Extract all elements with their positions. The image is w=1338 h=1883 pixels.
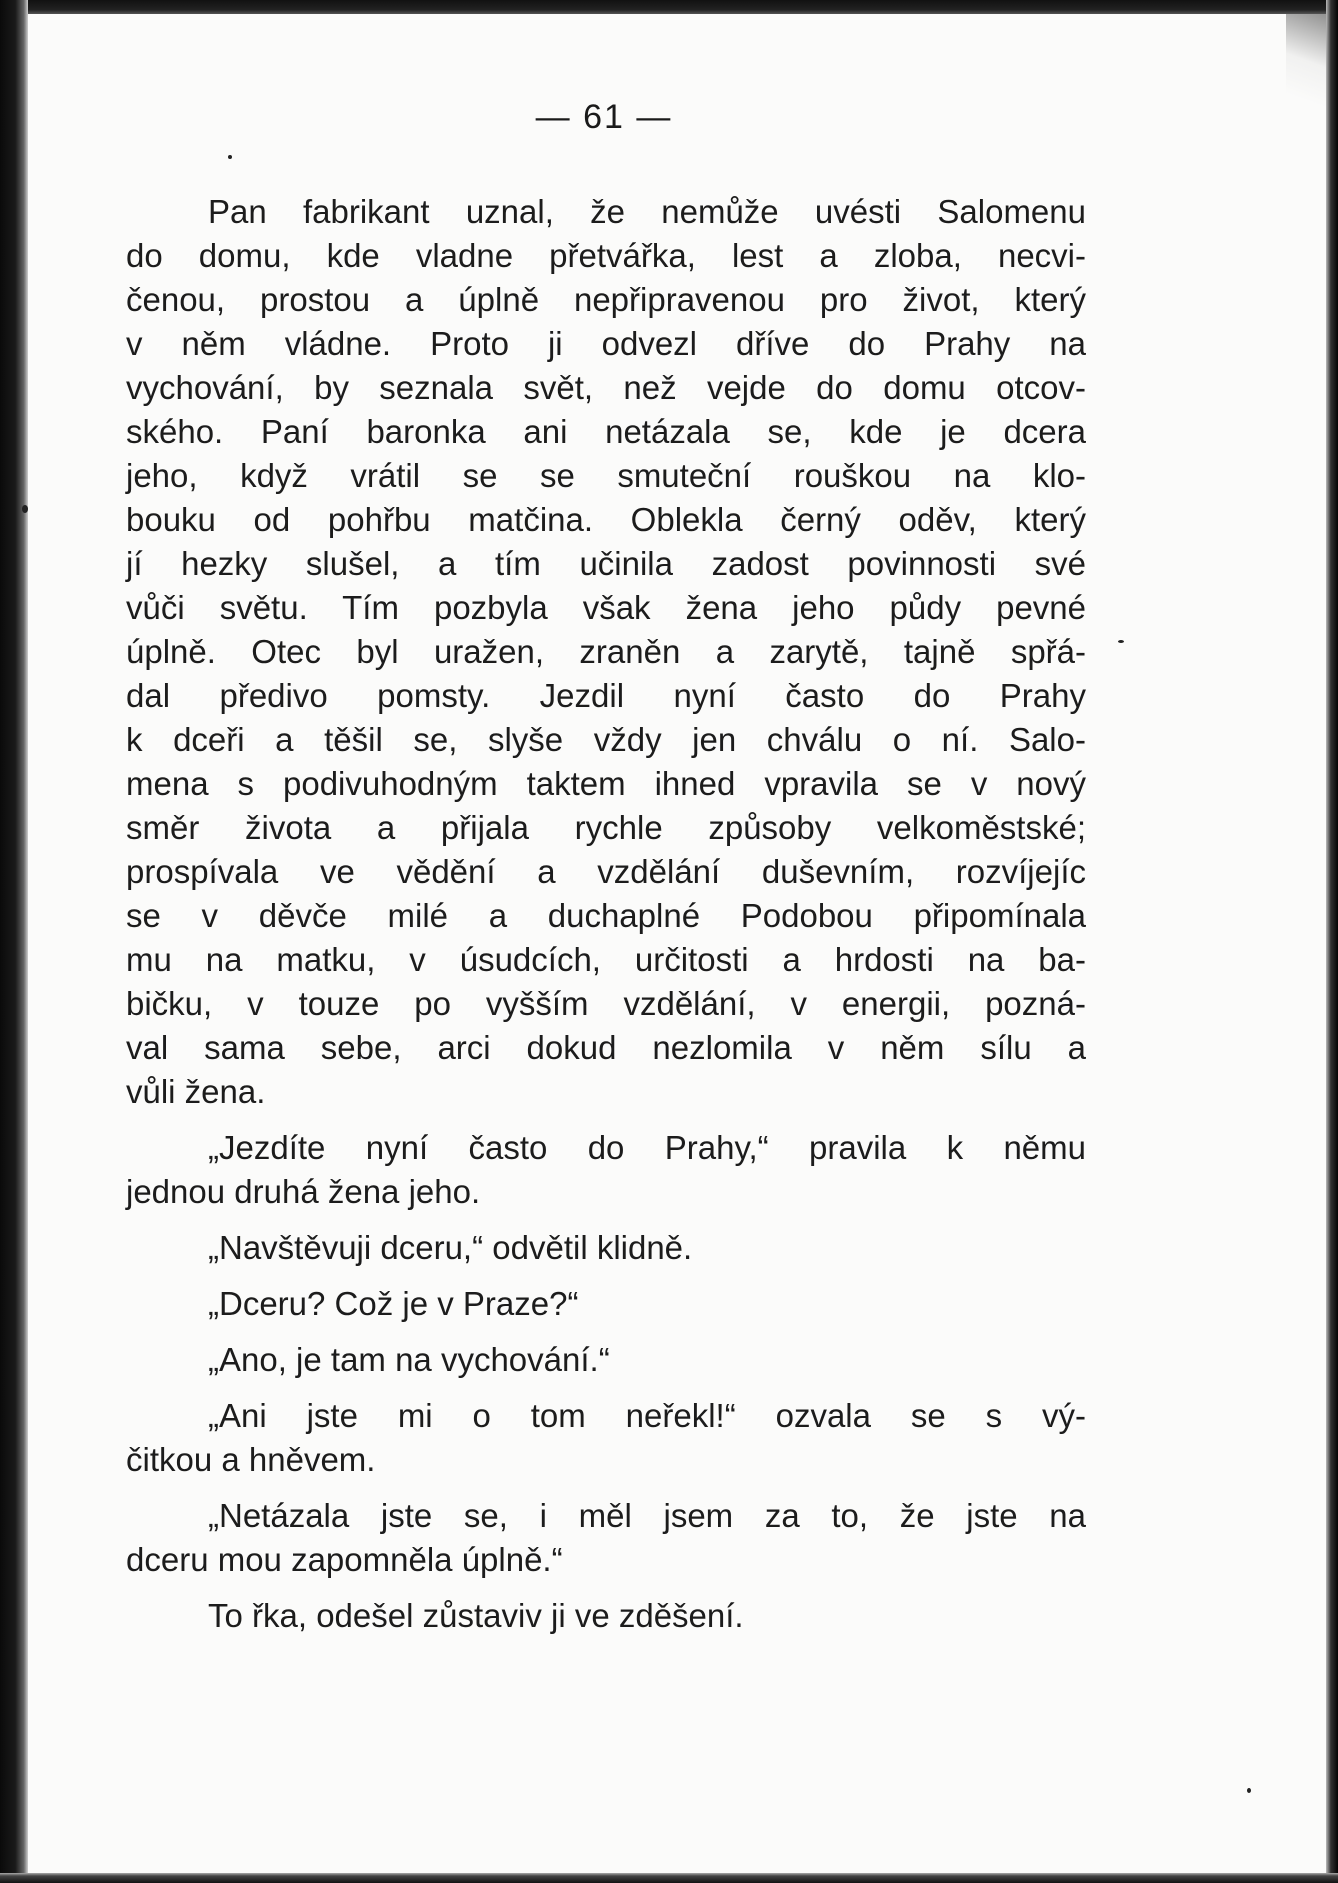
text-line: do domu, kde vladne přetvářka, lest a zloba, necvi- — [126, 237, 1086, 274]
scan-border-left — [0, 0, 28, 1883]
text-line: ského. Paní baronka ani netázala se, kde je dcera — [126, 413, 1086, 450]
text-line: Pan fabrikant uznal, že nemůže uvésti Salomenu — [208, 193, 1086, 230]
scan-border-top — [0, 0, 1338, 14]
text-line: k dceři a těšil se, slyše vždy jen chválu o ní. Salo- — [126, 721, 1086, 758]
text-line: „Jezdíte nyní často do Prahy,“ pravila k němu — [208, 1129, 1086, 1166]
text-line: úplně. Otec byl uražen, zraněn a zarytě, tajně spřá- — [126, 633, 1086, 670]
text-line: jednou druhá žena jeho. — [126, 1173, 481, 1210]
text-line: bouku od pohřbu matčina. Oblekla černý oděv, který — [126, 501, 1086, 538]
text-line: bičku, v touze po vyšším vzdělání, v energii, pozná- — [126, 985, 1086, 1022]
scan-border-right — [1326, 0, 1338, 1883]
text-line: vychování, by seznala svět, než vejde do domu otcov- — [126, 369, 1086, 406]
text-line: čenou, prostou a úplně nepřipravenou pro život, který — [126, 281, 1086, 318]
text-line: se v děvče milé a duchaplné Podobou připomínala — [126, 897, 1086, 934]
text-line: v něm vládne. Proto ji odvezl dříve do Prahy na — [126, 325, 1086, 362]
text-line: prospívala ve vědění a vzdělání duševním, rozvíjejíc — [126, 853, 1086, 890]
text-line: vůli žena. — [126, 1073, 266, 1110]
page-number: — 61 — — [535, 98, 673, 136]
text-line: směr života a přijala rychle způsoby velkoměstské; — [126, 809, 1086, 846]
ink-speck — [1118, 640, 1124, 643]
ink-speck — [228, 155, 232, 159]
text-line: čitkou a hněvem. — [126, 1441, 376, 1478]
ink-speck — [1247, 1788, 1251, 1793]
text-line: jeho, když vrátil se se smuteční rouškou na klo- — [126, 457, 1086, 494]
text-line: To řka, odešel zůstaviv ji ve zděšení. — [208, 1597, 744, 1634]
text-line: vůči světu. Tím pozbyla však žena jeho půdy pevné — [126, 589, 1086, 626]
body-text — [126, 190, 1086, 1638]
text-line: „Dceru? Což je v Praze?“ — [208, 1285, 579, 1322]
text-line: „Ano, je tam na vychování.“ — [208, 1341, 610, 1378]
text-line: jí hezky slušel, a tím učinila zadost povinnosti své — [126, 545, 1086, 582]
scan-border-bottom — [0, 1873, 1338, 1883]
text-line: dal předivo pomsty. Jezdil nyní často do Prahy — [126, 677, 1086, 714]
ink-speck — [22, 505, 28, 513]
text-line: mu na matku, v úsudcích, určitosti a hrdosti na ba- — [126, 941, 1086, 978]
text-line: mena s podivuhodným taktem ihned vpravila se v nový — [126, 765, 1086, 802]
text-line: „Netázala jste se, i měl jsem za to, že jste na — [208, 1497, 1086, 1534]
text-line: „Navštěvuji dceru,“ odvětil klidně. — [208, 1229, 693, 1266]
text-line: dceru mou zapomněla úplně.“ — [126, 1541, 563, 1578]
page-corner-curl — [1286, 14, 1326, 134]
text-line: „Ani jste mi o tom neřekl!“ ozvala se s vý- — [208, 1397, 1086, 1434]
text-line: val sama sebe, arci dokud nezlomila v něm sílu a — [126, 1029, 1086, 1066]
